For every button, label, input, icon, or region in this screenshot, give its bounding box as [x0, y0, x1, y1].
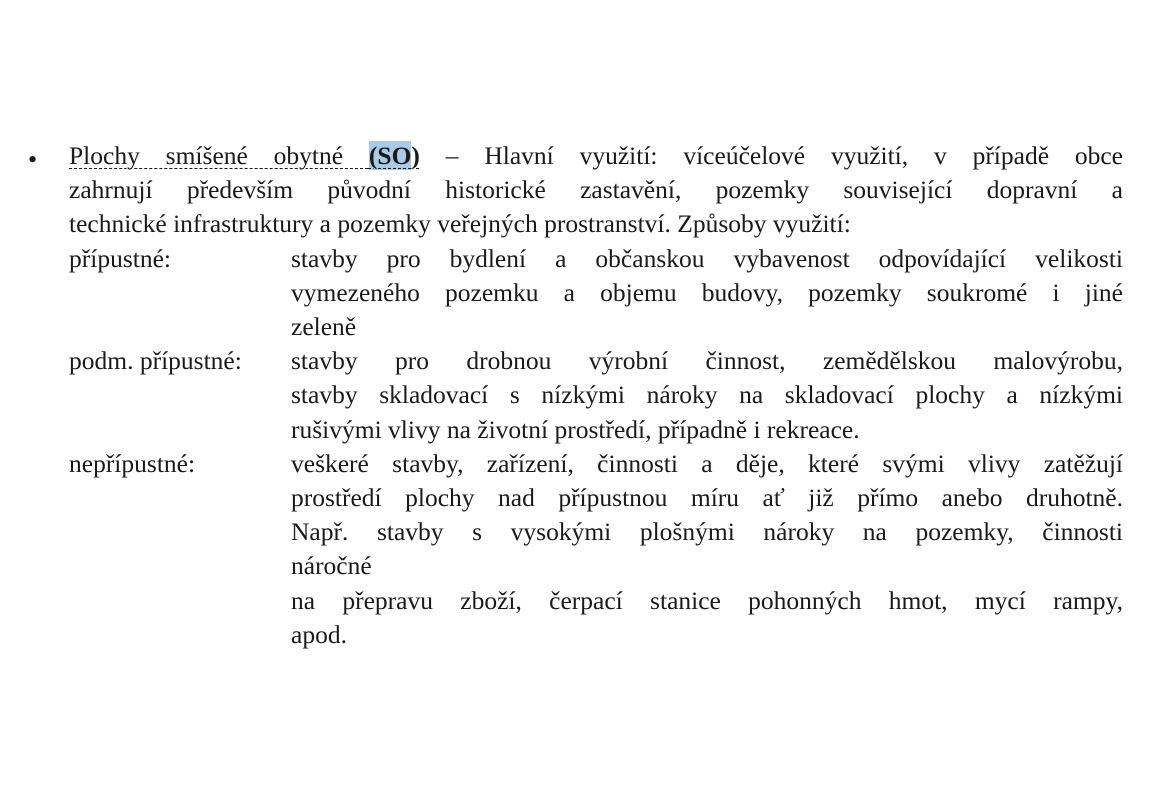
text-line: náročné [291, 551, 372, 581]
text-line: zeleně [291, 312, 357, 342]
row-not-permitted [69, 447, 1123, 652]
text-line: vymezeného pozemku a objemu budovy, pozemky soukromé i jiné [291, 277, 1123, 307]
text-line: stavby skladovací s nízkými nároky na skladovací plochy a nízkými [291, 380, 1123, 410]
text-line: stavby pro drobnou výrobní činnost, zemědělskou malovýrobu, [291, 346, 1123, 376]
heading-line-1 [69, 139, 1123, 173]
label-not-permitted: nepřípustné: [69, 448, 196, 478]
row-conditionally-permitted [69, 344, 1123, 447]
bullet-marker: • [28, 145, 38, 174]
intro-line-3: technické infrastruktury a pozemky veřejných prostranství. Způsoby využití: [69, 209, 851, 239]
intro-line-1: Hlavní využití: víceúčelové využití, v případě obce [484, 141, 1124, 170]
text-line: prostředí plochy nad přípustnou míru ať již přímo anebo druhotně. [291, 483, 1123, 513]
label-permitted: přípustné: [69, 243, 171, 273]
highlighted-code[interactable]: (SO [368, 141, 412, 170]
em-dash: – [419, 141, 485, 170]
land-use-paragraph [69, 139, 1123, 652]
section-title: Plochy smíšené obytné (SO) [69, 141, 420, 170]
label-conditionally-permitted: podm. přípustné: [69, 346, 242, 376]
text-line: veškeré stavby, zařízení, činnosti a děje, které svými vlivy zatěžují [291, 448, 1123, 478]
text-line: apod. [291, 619, 347, 649]
text-line: rušivými vlivy na životní prostředí, případně i rekreace. [291, 414, 860, 444]
intro-line-2: zahrnují především původní historické zastavění, pozemky související dopravní a [69, 175, 1123, 205]
text-permitted [291, 242, 1123, 345]
text-line: stavby pro bydlení a občanskou vybavenost odpovídající velikosti [291, 243, 1123, 273]
text-line: Např. stavby s vysokými plošnými nároky na pozemky, činnosti [291, 517, 1123, 547]
text-conditionally-permitted [291, 344, 1123, 447]
text-line: na přepravu zboží, čerpací stanice pohonných hmot, mycí rampy, [291, 585, 1123, 615]
code-close-paren: ) [411, 141, 420, 170]
text-not-permitted [291, 447, 1123, 652]
row-permitted [69, 242, 1123, 345]
